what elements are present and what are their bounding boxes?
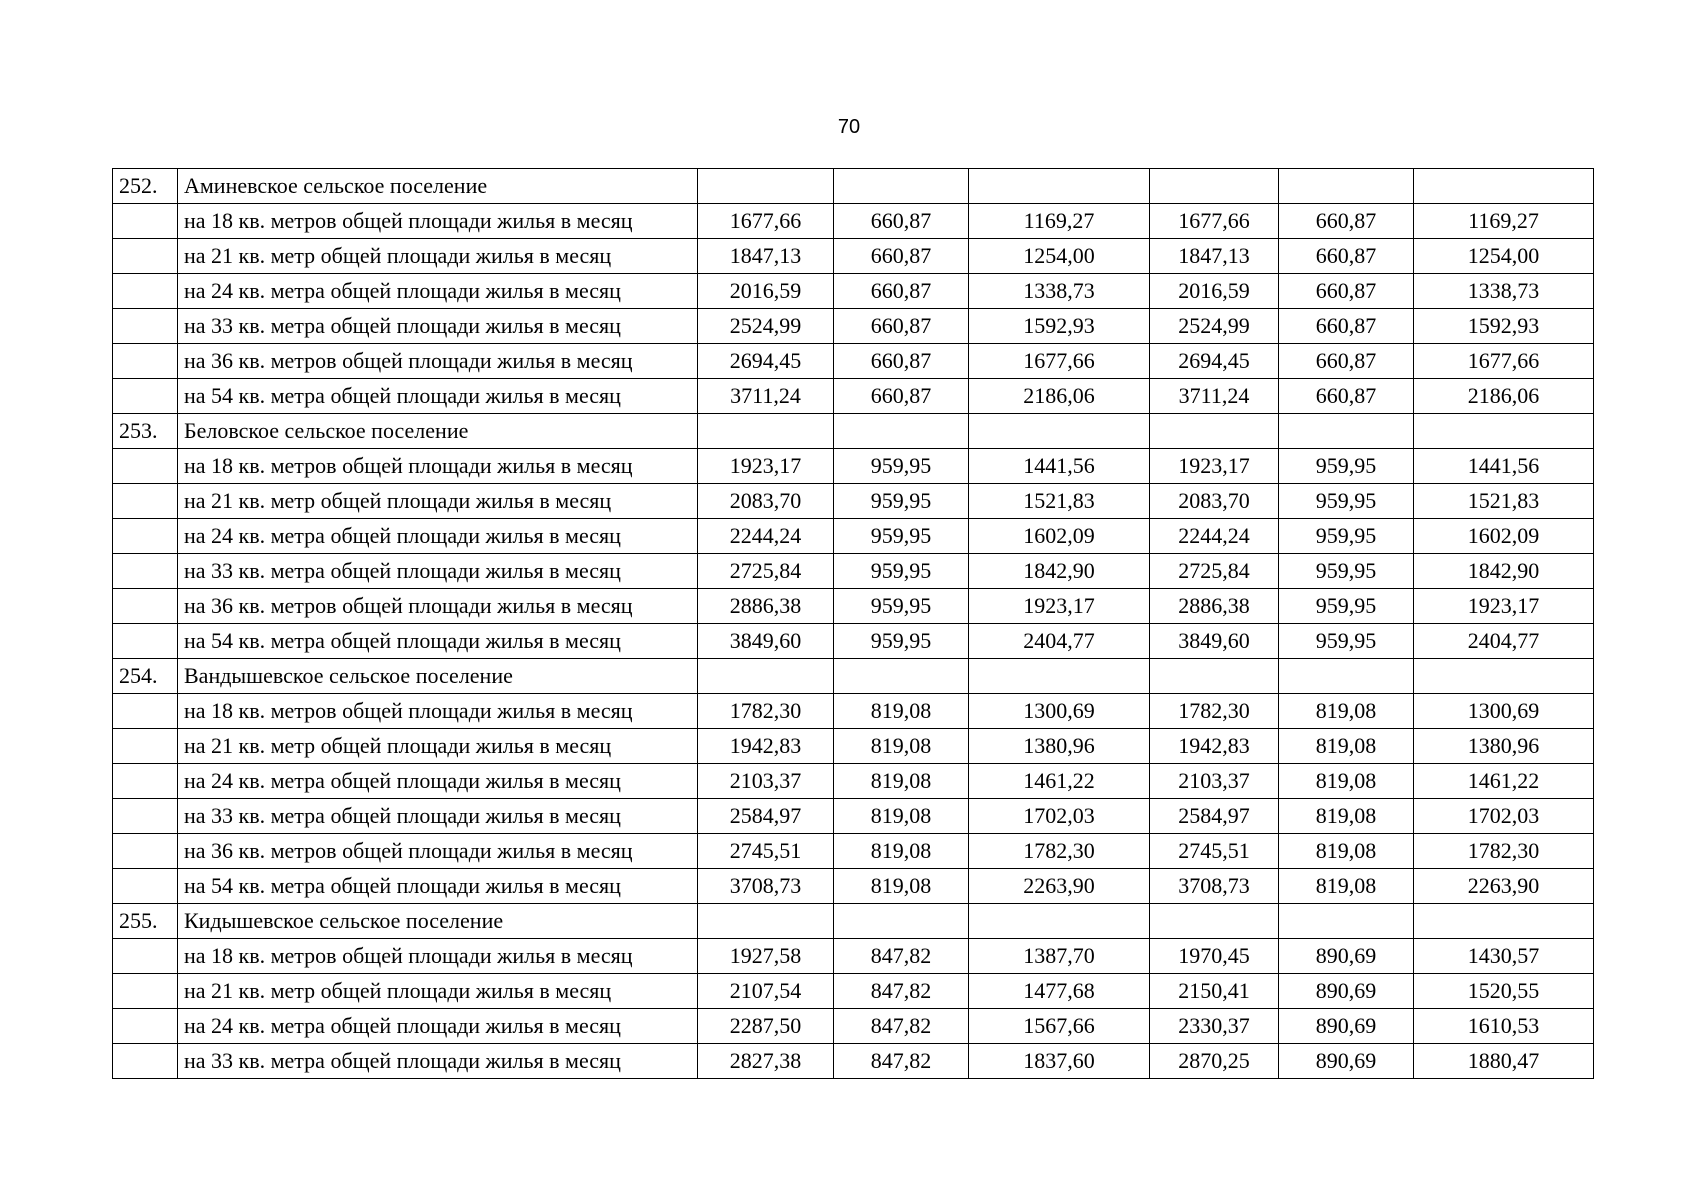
- row-label: на 36 кв. метров общей площади жилья в месяц: [178, 589, 698, 624]
- value-cell: 2745,51: [1150, 834, 1279, 869]
- value-cell: 660,87: [1279, 274, 1414, 309]
- table-row: [113, 589, 1594, 624]
- table-row: [113, 939, 1594, 974]
- value-cell: 959,95: [834, 484, 969, 519]
- value-cell: 1847,13: [698, 239, 834, 274]
- table-row: [113, 309, 1594, 344]
- value-cell: 2107,54: [698, 974, 834, 1009]
- value-cell: 660,87: [1279, 344, 1414, 379]
- section-number: 254.: [113, 659, 178, 694]
- value-cell: 959,95: [1279, 624, 1414, 659]
- empty-cell: [1414, 169, 1594, 204]
- value-cell: 959,95: [834, 589, 969, 624]
- value-cell: 959,95: [1279, 589, 1414, 624]
- row-label: на 36 кв. метров общей площади жилья в месяц: [178, 834, 698, 869]
- empty-cell: [834, 169, 969, 204]
- value-cell: 3708,73: [698, 869, 834, 904]
- empty-cell: [698, 414, 834, 449]
- value-cell: 1923,17: [969, 589, 1150, 624]
- table-row: [113, 519, 1594, 554]
- value-cell: 1169,27: [969, 204, 1150, 239]
- table-row: [113, 799, 1594, 834]
- value-cell: 2244,24: [1150, 519, 1279, 554]
- value-cell: 3849,60: [1150, 624, 1279, 659]
- empty-cell: [1279, 904, 1414, 939]
- row-label: на 18 кв. метров общей площади жилья в месяц: [178, 694, 698, 729]
- value-cell: 660,87: [1279, 239, 1414, 274]
- empty-cell: [1414, 904, 1594, 939]
- empty-cell: [1414, 414, 1594, 449]
- value-cell: 1677,66: [698, 204, 834, 239]
- value-cell: 2524,99: [1150, 309, 1279, 344]
- empty-number-cell: [113, 519, 178, 554]
- row-label: на 24 кв. метра общей площади жилья в месяц: [178, 519, 698, 554]
- empty-number-cell: [113, 729, 178, 764]
- value-cell: 2404,77: [969, 624, 1150, 659]
- value-cell: 1254,00: [1414, 239, 1594, 274]
- value-cell: 819,08: [834, 694, 969, 729]
- value-cell: 1837,60: [969, 1044, 1150, 1079]
- value-cell: 1602,09: [969, 519, 1150, 554]
- value-cell: 1880,47: [1414, 1044, 1594, 1079]
- row-label: на 54 кв. метра общей площади жилья в месяц: [178, 869, 698, 904]
- value-cell: 1610,53: [1414, 1009, 1594, 1044]
- empty-cell: [698, 659, 834, 694]
- empty-number-cell: [113, 274, 178, 309]
- value-cell: 2103,37: [1150, 764, 1279, 799]
- value-cell: 660,87: [1279, 204, 1414, 239]
- empty-cell: [834, 904, 969, 939]
- section-title: Вандышевское сельское поселение: [178, 659, 698, 694]
- section-number: 255.: [113, 904, 178, 939]
- value-cell: 890,69: [1279, 939, 1414, 974]
- value-cell: 3849,60: [698, 624, 834, 659]
- value-cell: 1169,27: [1414, 204, 1594, 239]
- value-cell: 819,08: [834, 869, 969, 904]
- section-header-row: [113, 414, 1594, 449]
- value-cell: 1592,93: [1414, 309, 1594, 344]
- value-cell: 1782,30: [1150, 694, 1279, 729]
- value-cell: 2186,06: [1414, 379, 1594, 414]
- value-cell: 1338,73: [969, 274, 1150, 309]
- value-cell: 959,95: [834, 554, 969, 589]
- table-row: [113, 554, 1594, 589]
- table-row: [113, 274, 1594, 309]
- empty-cell: [1150, 659, 1279, 694]
- value-cell: 1592,93: [969, 309, 1150, 344]
- value-cell: 819,08: [1279, 729, 1414, 764]
- value-cell: 1942,83: [698, 729, 834, 764]
- tariff-table: [112, 168, 1594, 1079]
- empty-number-cell: [113, 694, 178, 729]
- value-cell: 2886,38: [1150, 589, 1279, 624]
- row-label: на 24 кв. метра общей площади жилья в месяц: [178, 1009, 698, 1044]
- empty-cell: [969, 169, 1150, 204]
- value-cell: 660,87: [1279, 309, 1414, 344]
- table-body: [113, 169, 1594, 1079]
- value-cell: 660,87: [1279, 379, 1414, 414]
- table-row: [113, 624, 1594, 659]
- empty-cell: [698, 904, 834, 939]
- section-header-row: [113, 659, 1594, 694]
- value-cell: 2186,06: [969, 379, 1150, 414]
- value-cell: 1702,03: [969, 799, 1150, 834]
- value-cell: 1782,30: [698, 694, 834, 729]
- value-cell: 1923,17: [1150, 449, 1279, 484]
- table-row: [113, 1009, 1594, 1044]
- value-cell: 2016,59: [1150, 274, 1279, 309]
- value-cell: 819,08: [1279, 764, 1414, 799]
- value-cell: 819,08: [1279, 799, 1414, 834]
- table-row: [113, 449, 1594, 484]
- empty-number-cell: [113, 344, 178, 379]
- value-cell: 2287,50: [698, 1009, 834, 1044]
- row-label: на 24 кв. метра общей площади жилья в месяц: [178, 274, 698, 309]
- empty-cell: [1414, 659, 1594, 694]
- value-cell: 1567,66: [969, 1009, 1150, 1044]
- empty-number-cell: [113, 764, 178, 799]
- empty-number-cell: [113, 834, 178, 869]
- value-cell: 1942,83: [1150, 729, 1279, 764]
- value-cell: 1338,73: [1414, 274, 1594, 309]
- empty-cell: [1150, 904, 1279, 939]
- value-cell: 1677,66: [1150, 204, 1279, 239]
- empty-cell: [698, 169, 834, 204]
- empty-cell: [969, 414, 1150, 449]
- empty-cell: [1279, 414, 1414, 449]
- value-cell: 660,87: [834, 274, 969, 309]
- empty-cell: [969, 659, 1150, 694]
- empty-number-cell: [113, 204, 178, 239]
- value-cell: 819,08: [834, 729, 969, 764]
- value-cell: 1782,30: [969, 834, 1150, 869]
- value-cell: 1254,00: [969, 239, 1150, 274]
- value-cell: 1461,22: [969, 764, 1150, 799]
- page-number: 70: [837, 116, 861, 138]
- value-cell: 2103,37: [698, 764, 834, 799]
- value-cell: 959,95: [1279, 484, 1414, 519]
- value-cell: 2584,97: [1150, 799, 1279, 834]
- value-cell: 3711,24: [698, 379, 834, 414]
- empty-number-cell: [113, 449, 178, 484]
- value-cell: 847,82: [834, 974, 969, 1009]
- row-label: на 33 кв. метра общей площади жилья в месяц: [178, 309, 698, 344]
- value-cell: 1300,69: [969, 694, 1150, 729]
- value-cell: 1461,22: [1414, 764, 1594, 799]
- value-cell: 890,69: [1279, 974, 1414, 1009]
- row-label: на 18 кв. метров общей площади жилья в месяц: [178, 204, 698, 239]
- value-cell: 959,95: [834, 519, 969, 554]
- value-cell: 660,87: [834, 239, 969, 274]
- value-cell: 847,82: [834, 939, 969, 974]
- value-cell: 2725,84: [1150, 554, 1279, 589]
- table-row: [113, 869, 1594, 904]
- empty-number-cell: [113, 939, 178, 974]
- section-header-row: [113, 169, 1594, 204]
- row-label: на 18 кв. метров общей площади жилья в месяц: [178, 939, 698, 974]
- value-cell: 847,82: [834, 1044, 969, 1079]
- row-label: на 18 кв. метров общей площади жилья в месяц: [178, 449, 698, 484]
- value-cell: 1441,56: [969, 449, 1150, 484]
- empty-cell: [1150, 169, 1279, 204]
- row-label: на 54 кв. метра общей площади жилья в месяц: [178, 379, 698, 414]
- value-cell: 1847,13: [1150, 239, 1279, 274]
- value-cell: 959,95: [834, 624, 969, 659]
- value-cell: 1521,83: [969, 484, 1150, 519]
- empty-number-cell: [113, 624, 178, 659]
- value-cell: 847,82: [834, 1009, 969, 1044]
- value-cell: 959,95: [1279, 554, 1414, 589]
- value-cell: 959,95: [1279, 449, 1414, 484]
- value-cell: 2694,45: [1150, 344, 1279, 379]
- value-cell: 2330,37: [1150, 1009, 1279, 1044]
- empty-number-cell: [113, 589, 178, 624]
- value-cell: 660,87: [834, 204, 969, 239]
- value-cell: 819,08: [834, 799, 969, 834]
- value-cell: 959,95: [834, 449, 969, 484]
- value-cell: 1477,68: [969, 974, 1150, 1009]
- value-cell: 1677,66: [969, 344, 1150, 379]
- value-cell: 1520,55: [1414, 974, 1594, 1009]
- value-cell: 1441,56: [1414, 449, 1594, 484]
- row-label: на 21 кв. метр общей площади жилья в месяц: [178, 239, 698, 274]
- value-cell: 2263,90: [1414, 869, 1594, 904]
- table-row: [113, 344, 1594, 379]
- value-cell: 2083,70: [698, 484, 834, 519]
- table-row: [113, 204, 1594, 239]
- value-cell: 660,87: [834, 309, 969, 344]
- value-cell: 1521,83: [1414, 484, 1594, 519]
- empty-number-cell: [113, 1044, 178, 1079]
- table-row: [113, 974, 1594, 1009]
- value-cell: 2016,59: [698, 274, 834, 309]
- section-title: Беловское сельское поселение: [178, 414, 698, 449]
- table-row: [113, 764, 1594, 799]
- value-cell: 2725,84: [698, 554, 834, 589]
- value-cell: 1782,30: [1414, 834, 1594, 869]
- empty-number-cell: [113, 554, 178, 589]
- section-title: Аминевское сельское поселение: [178, 169, 698, 204]
- value-cell: 819,08: [1279, 694, 1414, 729]
- value-cell: 1842,90: [969, 554, 1150, 589]
- table-row: [113, 239, 1594, 274]
- value-cell: 1380,96: [969, 729, 1150, 764]
- table-row: [113, 484, 1594, 519]
- table-row: [113, 694, 1594, 729]
- empty-number-cell: [113, 379, 178, 414]
- empty-cell: [969, 904, 1150, 939]
- value-cell: 819,08: [834, 764, 969, 799]
- value-cell: 1380,96: [1414, 729, 1594, 764]
- value-cell: 660,87: [834, 344, 969, 379]
- value-cell: 2584,97: [698, 799, 834, 834]
- value-cell: 2694,45: [698, 344, 834, 379]
- value-cell: 1970,45: [1150, 939, 1279, 974]
- empty-number-cell: [113, 239, 178, 274]
- value-cell: 890,69: [1279, 1009, 1414, 1044]
- value-cell: 1677,66: [1414, 344, 1594, 379]
- value-cell: 819,08: [1279, 869, 1414, 904]
- value-cell: 1923,17: [1414, 589, 1594, 624]
- value-cell: 890,69: [1279, 1044, 1414, 1079]
- section-header-row: [113, 904, 1594, 939]
- value-cell: 2404,77: [1414, 624, 1594, 659]
- table-row: [113, 834, 1594, 869]
- value-cell: 3711,24: [1150, 379, 1279, 414]
- table-row: [113, 1044, 1594, 1079]
- value-cell: 2524,99: [698, 309, 834, 344]
- empty-number-cell: [113, 1009, 178, 1044]
- row-label: на 21 кв. метр общей площади жилья в месяц: [178, 974, 698, 1009]
- section-number: 252.: [113, 169, 178, 204]
- value-cell: 2083,70: [1150, 484, 1279, 519]
- empty-number-cell: [113, 309, 178, 344]
- empty-cell: [1279, 169, 1414, 204]
- value-cell: 2886,38: [698, 589, 834, 624]
- empty-cell: [834, 414, 969, 449]
- value-cell: 2745,51: [698, 834, 834, 869]
- empty-number-cell: [113, 974, 178, 1009]
- value-cell: 1702,03: [1414, 799, 1594, 834]
- table-row: [113, 729, 1594, 764]
- value-cell: 1300,69: [1414, 694, 1594, 729]
- row-label: на 36 кв. метров общей площади жилья в месяц: [178, 344, 698, 379]
- table-row: [113, 379, 1594, 414]
- empty-cell: [1150, 414, 1279, 449]
- empty-number-cell: [113, 869, 178, 904]
- value-cell: 1387,70: [969, 939, 1150, 974]
- value-cell: 2827,38: [698, 1044, 834, 1079]
- empty-number-cell: [113, 799, 178, 834]
- value-cell: 1842,90: [1414, 554, 1594, 589]
- value-cell: 1602,09: [1414, 519, 1594, 554]
- section-title: Кидышевское сельское поселение: [178, 904, 698, 939]
- value-cell: 1927,58: [698, 939, 834, 974]
- value-cell: 819,08: [834, 834, 969, 869]
- value-cell: 959,95: [1279, 519, 1414, 554]
- value-cell: 819,08: [1279, 834, 1414, 869]
- row-label: на 24 кв. метра общей площади жилья в месяц: [178, 764, 698, 799]
- value-cell: 2263,90: [969, 869, 1150, 904]
- value-cell: 3708,73: [1150, 869, 1279, 904]
- value-cell: 1923,17: [698, 449, 834, 484]
- value-cell: 2244,24: [698, 519, 834, 554]
- empty-number-cell: [113, 484, 178, 519]
- value-cell: 2870,25: [1150, 1044, 1279, 1079]
- row-label: на 33 кв. метра общей площади жилья в месяц: [178, 554, 698, 589]
- row-label: на 33 кв. метра общей площади жилья в месяц: [178, 1044, 698, 1079]
- empty-cell: [834, 659, 969, 694]
- empty-cell: [1279, 659, 1414, 694]
- row-label: на 21 кв. метр общей площади жилья в месяц: [178, 484, 698, 519]
- row-label: на 54 кв. метра общей площади жилья в месяц: [178, 624, 698, 659]
- row-label: на 21 кв. метр общей площади жилья в месяц: [178, 729, 698, 764]
- row-label: на 33 кв. метра общей площади жилья в месяц: [178, 799, 698, 834]
- value-cell: 2150,41: [1150, 974, 1279, 1009]
- section-number: 253.: [113, 414, 178, 449]
- value-cell: 660,87: [834, 379, 969, 414]
- value-cell: 1430,57: [1414, 939, 1594, 974]
